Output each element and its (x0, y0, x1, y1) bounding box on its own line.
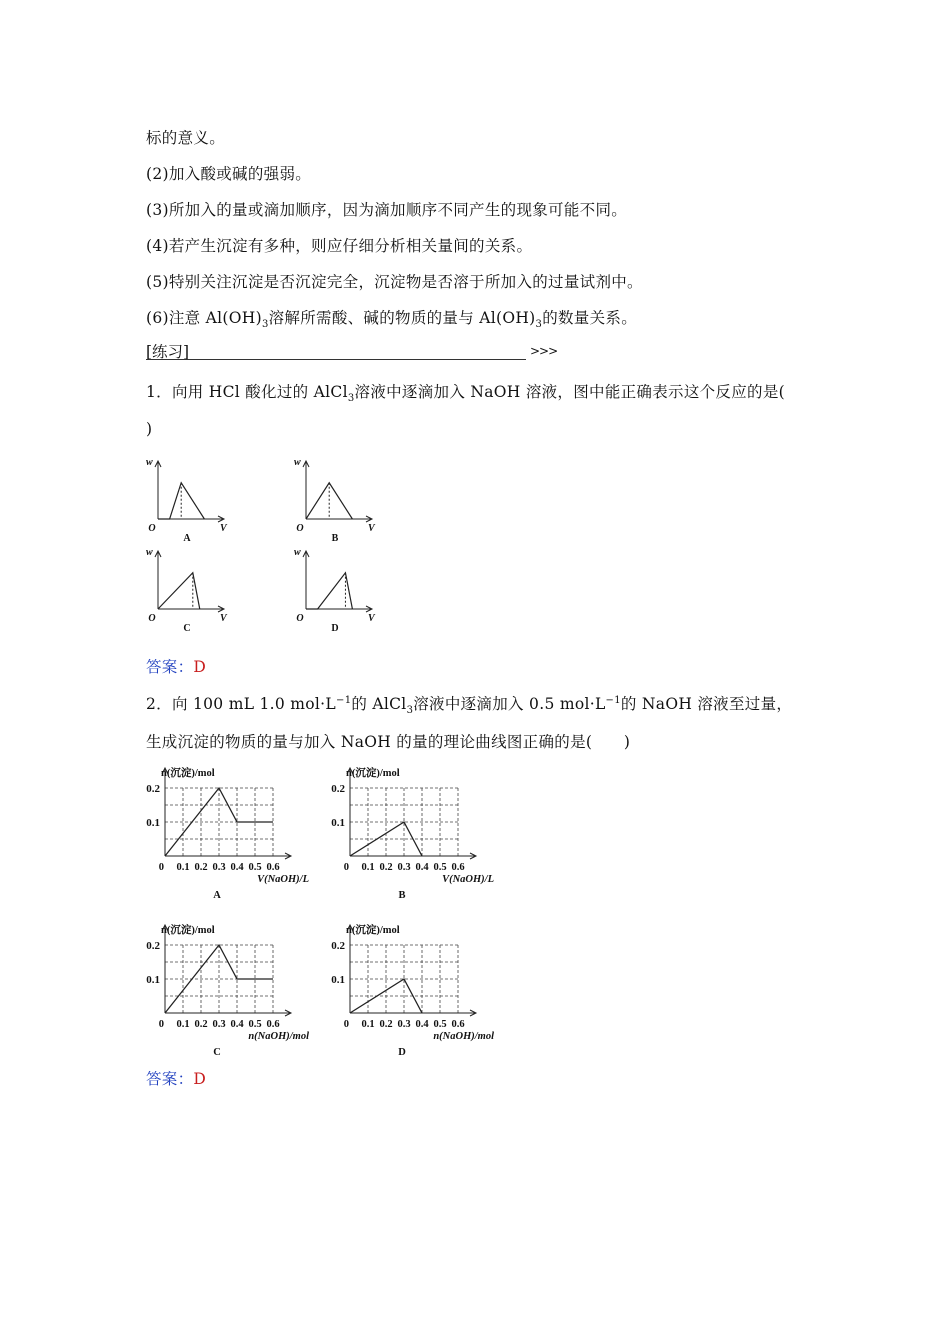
q2-chart-c (140, 920, 310, 1060)
y-axis-label: w (294, 457, 301, 468)
q2-chart-b (325, 763, 495, 903)
q2-chart-a (140, 763, 310, 903)
x-axis-label: n(NaOH)/mol (433, 1031, 494, 1042)
x-tick-label: 0.3 (212, 862, 226, 873)
x-axis-label: V (220, 523, 227, 534)
x-tick-label: 0 (343, 1019, 349, 1030)
answer-2-value: D (193, 1070, 207, 1088)
y-axis-label: n(沉淀)/mol (346, 925, 400, 936)
y-tick-label: 0.2 (146, 940, 160, 952)
x-tick-label: 0.3 (212, 1019, 226, 1030)
x-tick-label: 0.2 (379, 1019, 393, 1030)
answer-2-label: 答案： (146, 1070, 194, 1088)
text-line-5-a: (6)注意 Al(OH) (146, 309, 262, 327)
y-tick-label: 0.2 (331, 783, 345, 795)
q1-chart-b (288, 455, 388, 545)
y-axis-label: w (294, 547, 301, 558)
panel-label: A (183, 533, 191, 544)
x-tick-label: 0.1 (361, 862, 375, 873)
practice-divider (146, 359, 526, 360)
y-axis-label: n(沉淀)/mol (161, 925, 215, 936)
answer-2 (146, 1067, 206, 1089)
x-tick-label: 0.2 (194, 862, 208, 873)
question-2-c: 溶液中逐滴加入 0.5 mol·L (413, 695, 606, 713)
subscript-3: 3 (261, 319, 269, 331)
origin-label: O (148, 523, 156, 534)
answer-1-label: 答案： (146, 658, 194, 676)
text-line-5-b: 溶解所需酸、碱的物质的量与 Al(OH) (268, 309, 536, 327)
x-tick-label: 0.2 (194, 1019, 208, 1030)
text-line-5-c: 的数量关系。 (542, 309, 638, 327)
y-axis-label: w (146, 547, 153, 558)
y-axis-label: n(沉淀)/mol (346, 768, 400, 779)
origin-label: O (148, 613, 156, 624)
x-tick-label: 0.5 (433, 1019, 447, 1030)
text-line-0: 标的意义。 (146, 129, 226, 147)
panel-label: D (331, 623, 339, 634)
x-tick-label: 0.6 (451, 862, 465, 873)
practice-heading: [练习] (146, 343, 190, 361)
y-tick-label: 0.2 (146, 783, 160, 795)
x-tick-label: 0.3 (397, 862, 411, 873)
panel-label: C (183, 623, 191, 634)
x-axis-label: V(NaOH)/L (442, 874, 494, 885)
x-tick-label: 0.6 (266, 862, 280, 873)
panel-label: B (398, 890, 406, 901)
question-1-close: ) (146, 420, 153, 438)
subscript-3: 3 (347, 393, 355, 405)
q1-chart-d (288, 545, 388, 635)
x-tick-label: 0.2 (379, 862, 393, 873)
x-tick-label: 0.5 (248, 1019, 262, 1030)
answer-1 (146, 655, 206, 677)
answer-1-value: D (193, 658, 207, 676)
x-tick-label: 0.4 (230, 862, 244, 873)
superscript: −1 (336, 694, 352, 706)
text-line-5 (146, 306, 637, 330)
question-2-d: 的 NaOH 溶液至过量， (620, 695, 793, 713)
x-tick-label: 0 (158, 1019, 164, 1030)
x-axis-label: n(NaOH)/mol (248, 1031, 309, 1042)
text-line-3: (4)若产生沉淀有多种，则应仔细分析相关量间的关系。 (146, 237, 533, 255)
panel-label: D (398, 1047, 406, 1058)
question-2 (146, 692, 792, 716)
x-tick-label: 0.1 (176, 862, 190, 873)
x-axis-label: V (368, 523, 375, 534)
y-tick-label: 0.1 (146, 974, 160, 986)
x-tick-label: 0.6 (451, 1019, 465, 1030)
origin-label: O (296, 613, 304, 624)
x-tick-label: 0.5 (433, 862, 447, 873)
y-tick-label: 0.1 (331, 817, 345, 829)
x-axis-label: V (368, 613, 375, 624)
x-tick-label: 0 (343, 862, 349, 873)
subscript-3: 3 (406, 705, 414, 717)
chevron-right-icon: >>> (530, 344, 558, 358)
x-tick-label: 0.4 (230, 1019, 244, 1030)
x-tick-label: 0.4 (415, 1019, 429, 1030)
q1-chart-a (140, 455, 240, 545)
question-2-b: 的 AlCl (351, 695, 407, 713)
series-line (158, 573, 200, 609)
panel-label: B (331, 533, 339, 544)
y-axis-label: w (146, 457, 153, 468)
question-1-b: 溶液中逐滴加入 NaOH 溶液，图中能正确表示这个反应的是( (354, 383, 785, 401)
x-tick-label: 0.1 (176, 1019, 190, 1030)
q1-chart-c (140, 545, 240, 635)
y-tick-label: 0.1 (331, 974, 345, 986)
x-tick-label: 0.5 (248, 862, 262, 873)
x-axis-label: V(NaOH)/L (257, 874, 309, 885)
panel-label: C (213, 1047, 221, 1058)
question-2-line-2: 生成沉淀的物质的量与加入 NaOH 的量的理论曲线图正确的是( ) (146, 733, 631, 751)
panel-label: A (213, 890, 221, 901)
y-tick-label: 0.1 (146, 817, 160, 829)
x-tick-label: 0.6 (266, 1019, 280, 1030)
y-axis-label: n(沉淀)/mol (161, 768, 215, 779)
question-2-a: 2．向 100 mL 1.0 mol·L (146, 695, 337, 713)
superscript: −1 (605, 694, 621, 706)
text-line-4: (5)特别关注沉淀是否沉淀完全，沉淀物是否溶于所加入的过量试剂中。 (146, 273, 643, 291)
y-tick-label: 0.2 (331, 940, 345, 952)
subscript-3: 3 (535, 319, 543, 331)
x-tick-label: 0.3 (397, 1019, 411, 1030)
x-tick-label: 0.4 (415, 862, 429, 873)
x-tick-label: 0 (158, 862, 164, 873)
question-1 (146, 380, 785, 404)
origin-label: O (296, 523, 304, 534)
question-1-a: 1．向用 HCl 酸化过的 AlCl (146, 383, 348, 401)
text-line-2: (3)所加入的量或滴加顺序，因为滴加顺序不同产生的现象可能不同。 (146, 201, 628, 219)
x-axis-label: V (220, 613, 227, 624)
x-tick-label: 0.1 (361, 1019, 375, 1030)
q2-chart-d (325, 920, 495, 1060)
text-line-1: (2)加入酸或碱的强弱。 (146, 165, 312, 183)
